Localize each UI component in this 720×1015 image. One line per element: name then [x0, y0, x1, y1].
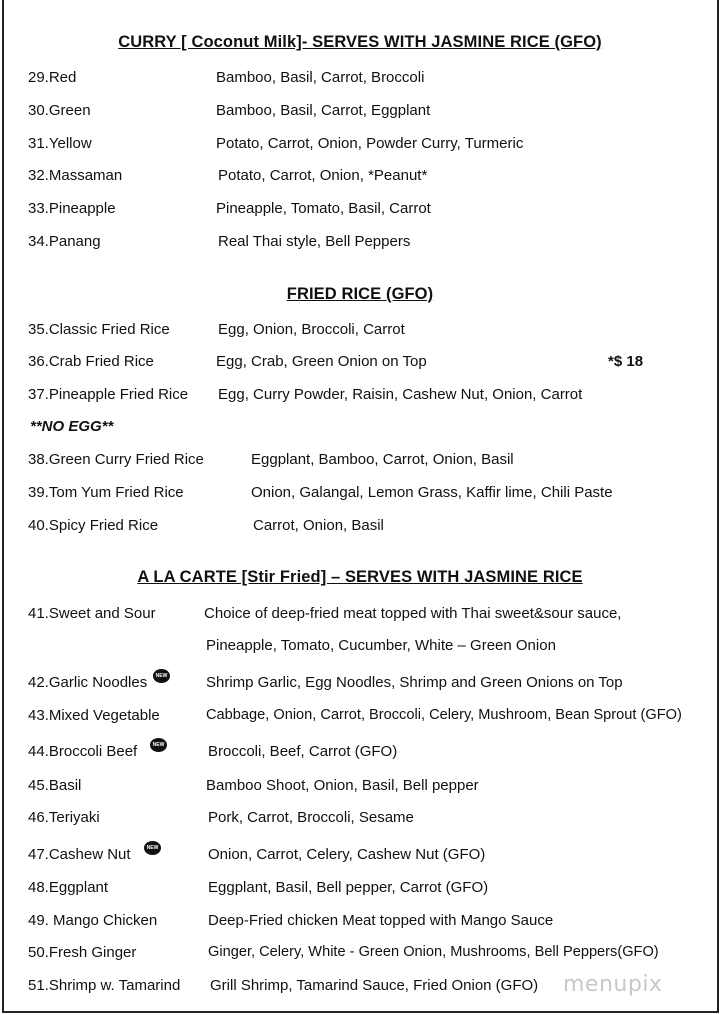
- menu-item-description: Broccoli, Beef, Carrot (GFO): [208, 743, 398, 760]
- menu-item-name: 51.Shrimp w. Tamarind: [28, 977, 181, 994]
- menu-item-description-continued: Pineapple, Tomato, Cucumber, White – Green Onion: [206, 637, 556, 654]
- menu-item-description: Real Thai style, Bell Peppers: [218, 233, 411, 250]
- menu-item-description: Cabbage, Onion, Carrot, Broccoli, Celery, Mushroom, Bean Sprout (GFO): [206, 707, 682, 723]
- menu-item-description: Potato, Carrot, Onion, *Peanut*: [218, 167, 428, 184]
- menu-item-description: Bamboo, Basil, Carrot, Eggplant: [216, 102, 431, 119]
- menu-item-description: Choice of deep-fried meat topped with Thai sweet&sour sauce,: [204, 605, 622, 622]
- menu-item-name: 30.Green: [28, 102, 91, 119]
- menu-item-description: Grill Shrimp, Tamarind Sauce, Fried Onion (GFO): [210, 977, 539, 994]
- watermark-logo: menupix: [563, 972, 663, 997]
- menu-item-name: 29.Red: [28, 69, 77, 86]
- menu-item-name: 47.Cashew Nut: [28, 846, 131, 863]
- menu-item-description: Eggplant, Bamboo, Carrot, Onion, Basil: [251, 451, 514, 468]
- menu-item-description: Bamboo, Basil, Carrot, Broccoli: [216, 69, 425, 86]
- menu-item-name: 41.Sweet and Sour: [28, 605, 156, 622]
- menu-item-description: Egg, Onion, Broccoli, Carrot: [218, 321, 405, 338]
- new-badge-icon: NEW: [150, 738, 167, 752]
- menu-item-name: 44.Broccoli Beef: [28, 743, 138, 760]
- menu-item-name: 39.Tom Yum Fried Rice: [28, 484, 184, 501]
- menu-item-name: 43.Mixed Vegetable: [28, 707, 160, 724]
- new-badge-icon: NEW: [153, 669, 170, 683]
- menu-item-name: 33.Pineapple: [28, 200, 116, 217]
- menu-item-name: 38.Green Curry Fried Rice: [28, 451, 204, 468]
- menu-item-description: Pineapple, Tomato, Basil, Carrot: [216, 200, 431, 217]
- menu-item-description: Egg, Curry Powder, Raisin, Cashew Nut, Onion, Carrot: [218, 386, 583, 403]
- menu-item-name: 37.Pineapple Fried Rice: [28, 386, 189, 403]
- menu-item-description: Ginger, Celery, White - Green Onion, Mushrooms, Bell Peppers(GFO): [208, 944, 659, 960]
- menu-item-name: 48.Eggplant: [28, 879, 109, 896]
- menu-item-name: 32.Massaman: [28, 167, 123, 184]
- no-egg-note: **NO EGG**: [30, 418, 114, 435]
- curry-section-title: CURRY [ Coconut Milk]- SERVES WITH JASMINE RICE (GFO): [118, 33, 602, 51]
- menu-item-description: Egg, Crab, Green Onion on Top: [216, 353, 427, 370]
- menu-item-description: Deep-Fried chicken Meat topped with Mango Sauce: [208, 912, 554, 929]
- menu-item-description: Pork, Carrot, Broccoli, Sesame: [208, 809, 414, 826]
- new-badge-icon: NEW: [144, 841, 161, 855]
- menu-item-name: 50.Fresh Ginger: [28, 944, 137, 961]
- menu-item-name: 45.Basil: [28, 777, 82, 794]
- fried-rice-section-title: FRIED RICE (GFO): [286, 285, 434, 303]
- menu-item-description: Onion, Carrot, Celery, Cashew Nut (GFO): [208, 846, 486, 863]
- menu-item-name: 36.Crab Fried Rice: [28, 353, 154, 370]
- menu-item-name: 31.Yellow: [28, 135, 92, 152]
- menu-item-description: Eggplant, Basil, Bell pepper, Carrot (GFO): [208, 879, 489, 896]
- menu-item-name: 46.Teriyaki: [28, 809, 100, 826]
- menu-item-description: Onion, Galangal, Lemon Grass, Kaffir lime, Chili Paste: [251, 484, 613, 501]
- menu-item-description: Bamboo Shoot, Onion, Basil, Bell pepper: [206, 777, 479, 794]
- menu-item-description: Potato, Carrot, Onion, Powder Curry, Turmeric: [216, 135, 524, 152]
- menu-item-name: 40.Spicy Fried Rice: [28, 517, 159, 534]
- a-la-carte-section-title: A LA CARTE [Stir Fried] – SERVES WITH JASMINE RICE: [137, 568, 583, 586]
- menu-item-name: 35.Classic Fried Rice: [28, 321, 170, 338]
- menu-item-price: *$ 18: [608, 353, 644, 370]
- menu-item-name: 42.Garlic Noodles: [28, 674, 148, 691]
- menu-item-description: Shrimp Garlic, Egg Noodles, Shrimp and Green Onions on Top: [206, 674, 623, 691]
- menu-item-name: 34.Panang: [28, 233, 101, 250]
- menu-item-name: 49. Mango Chicken: [28, 912, 158, 929]
- menu-item-description: Carrot, Onion, Basil: [253, 517, 384, 534]
